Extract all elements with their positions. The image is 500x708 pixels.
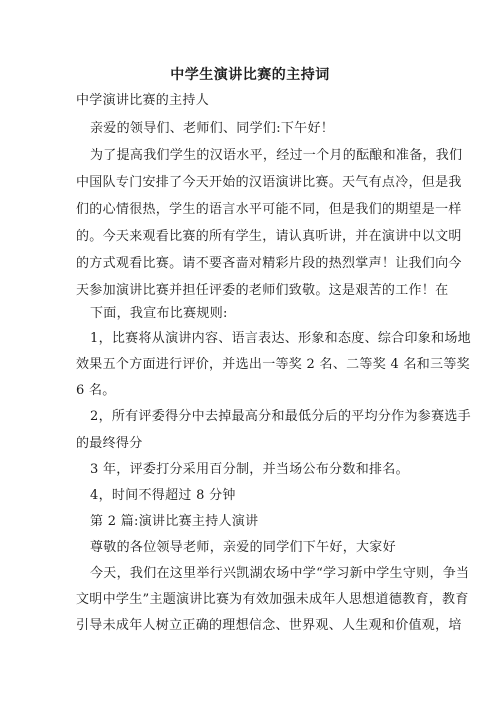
text-line: 为了提高我们学生的汉语水平，经过一个月的酝酿和准备，我们 [90,148,463,163]
text-line: 1，比赛将从演讲内容、语言表达、形象和态度、综合印象和场地 [90,331,471,346]
text-line: 6 名。 [76,383,116,398]
text-line: 天参加演讲比赛并担任评委的老师们致敬。这是艰苦的工作！在 [76,283,449,298]
text-line: 亲爱的领导们、老师们、同学们:下午好！ [90,121,335,136]
text-line: 们的心情很热，学生的语言水平可能不同，但是我们的期望是一样 [76,202,462,217]
text-line: 尊敬的各位领导老师，亲爱的同学们下午好，大家好 [90,540,396,555]
text-line: 2，所有评委得分中去掉最高分和最低分后的平均分作为参赛选手 [90,409,471,424]
text-line: 中国队专门安排了今天开始的汉语演讲比赛。天气有点冷，但是我 [76,175,462,190]
text-line: 的方式观看比赛。请不要吝啬对精彩片段的热烈掌声！让我们向今 [76,256,462,271]
text-line: 3 年，评委打分采用百分制，并当场公布分数和排名。 [90,462,409,477]
text-line: 的。今天来观看比赛的所有学生，请认真听讲，并在演讲中以文明 [76,229,462,244]
text-line: 的最终得分 [76,436,143,451]
text-line: 今天，我们在这里举行兴凯湖农场中学“学习新中学生守则，争当 [90,566,470,581]
document-title: 中学生演讲比赛的主持词 [170,67,330,83]
text-line: 中学演讲比赛的主持人 [76,93,210,108]
text-line: 第 2 篇:演讲比赛主持人演讲 [90,514,259,529]
text-line: 引导未成年人树立正确的理想信念、世界观、人生观和价值观，培 [76,618,462,633]
text-line: 效果五个方面进行评价，并选出一等奖 2 名、二等奖 4 名和三等奖 [76,357,470,372]
text-line: 下面，我宣布比赛规则: [90,306,228,321]
text-line: 文明中学生”主题演讲比赛为有效加强未成年人思想道德教育，教育 [76,592,469,607]
text-line: 4，时间不得超过 8 分钟 [90,488,236,503]
